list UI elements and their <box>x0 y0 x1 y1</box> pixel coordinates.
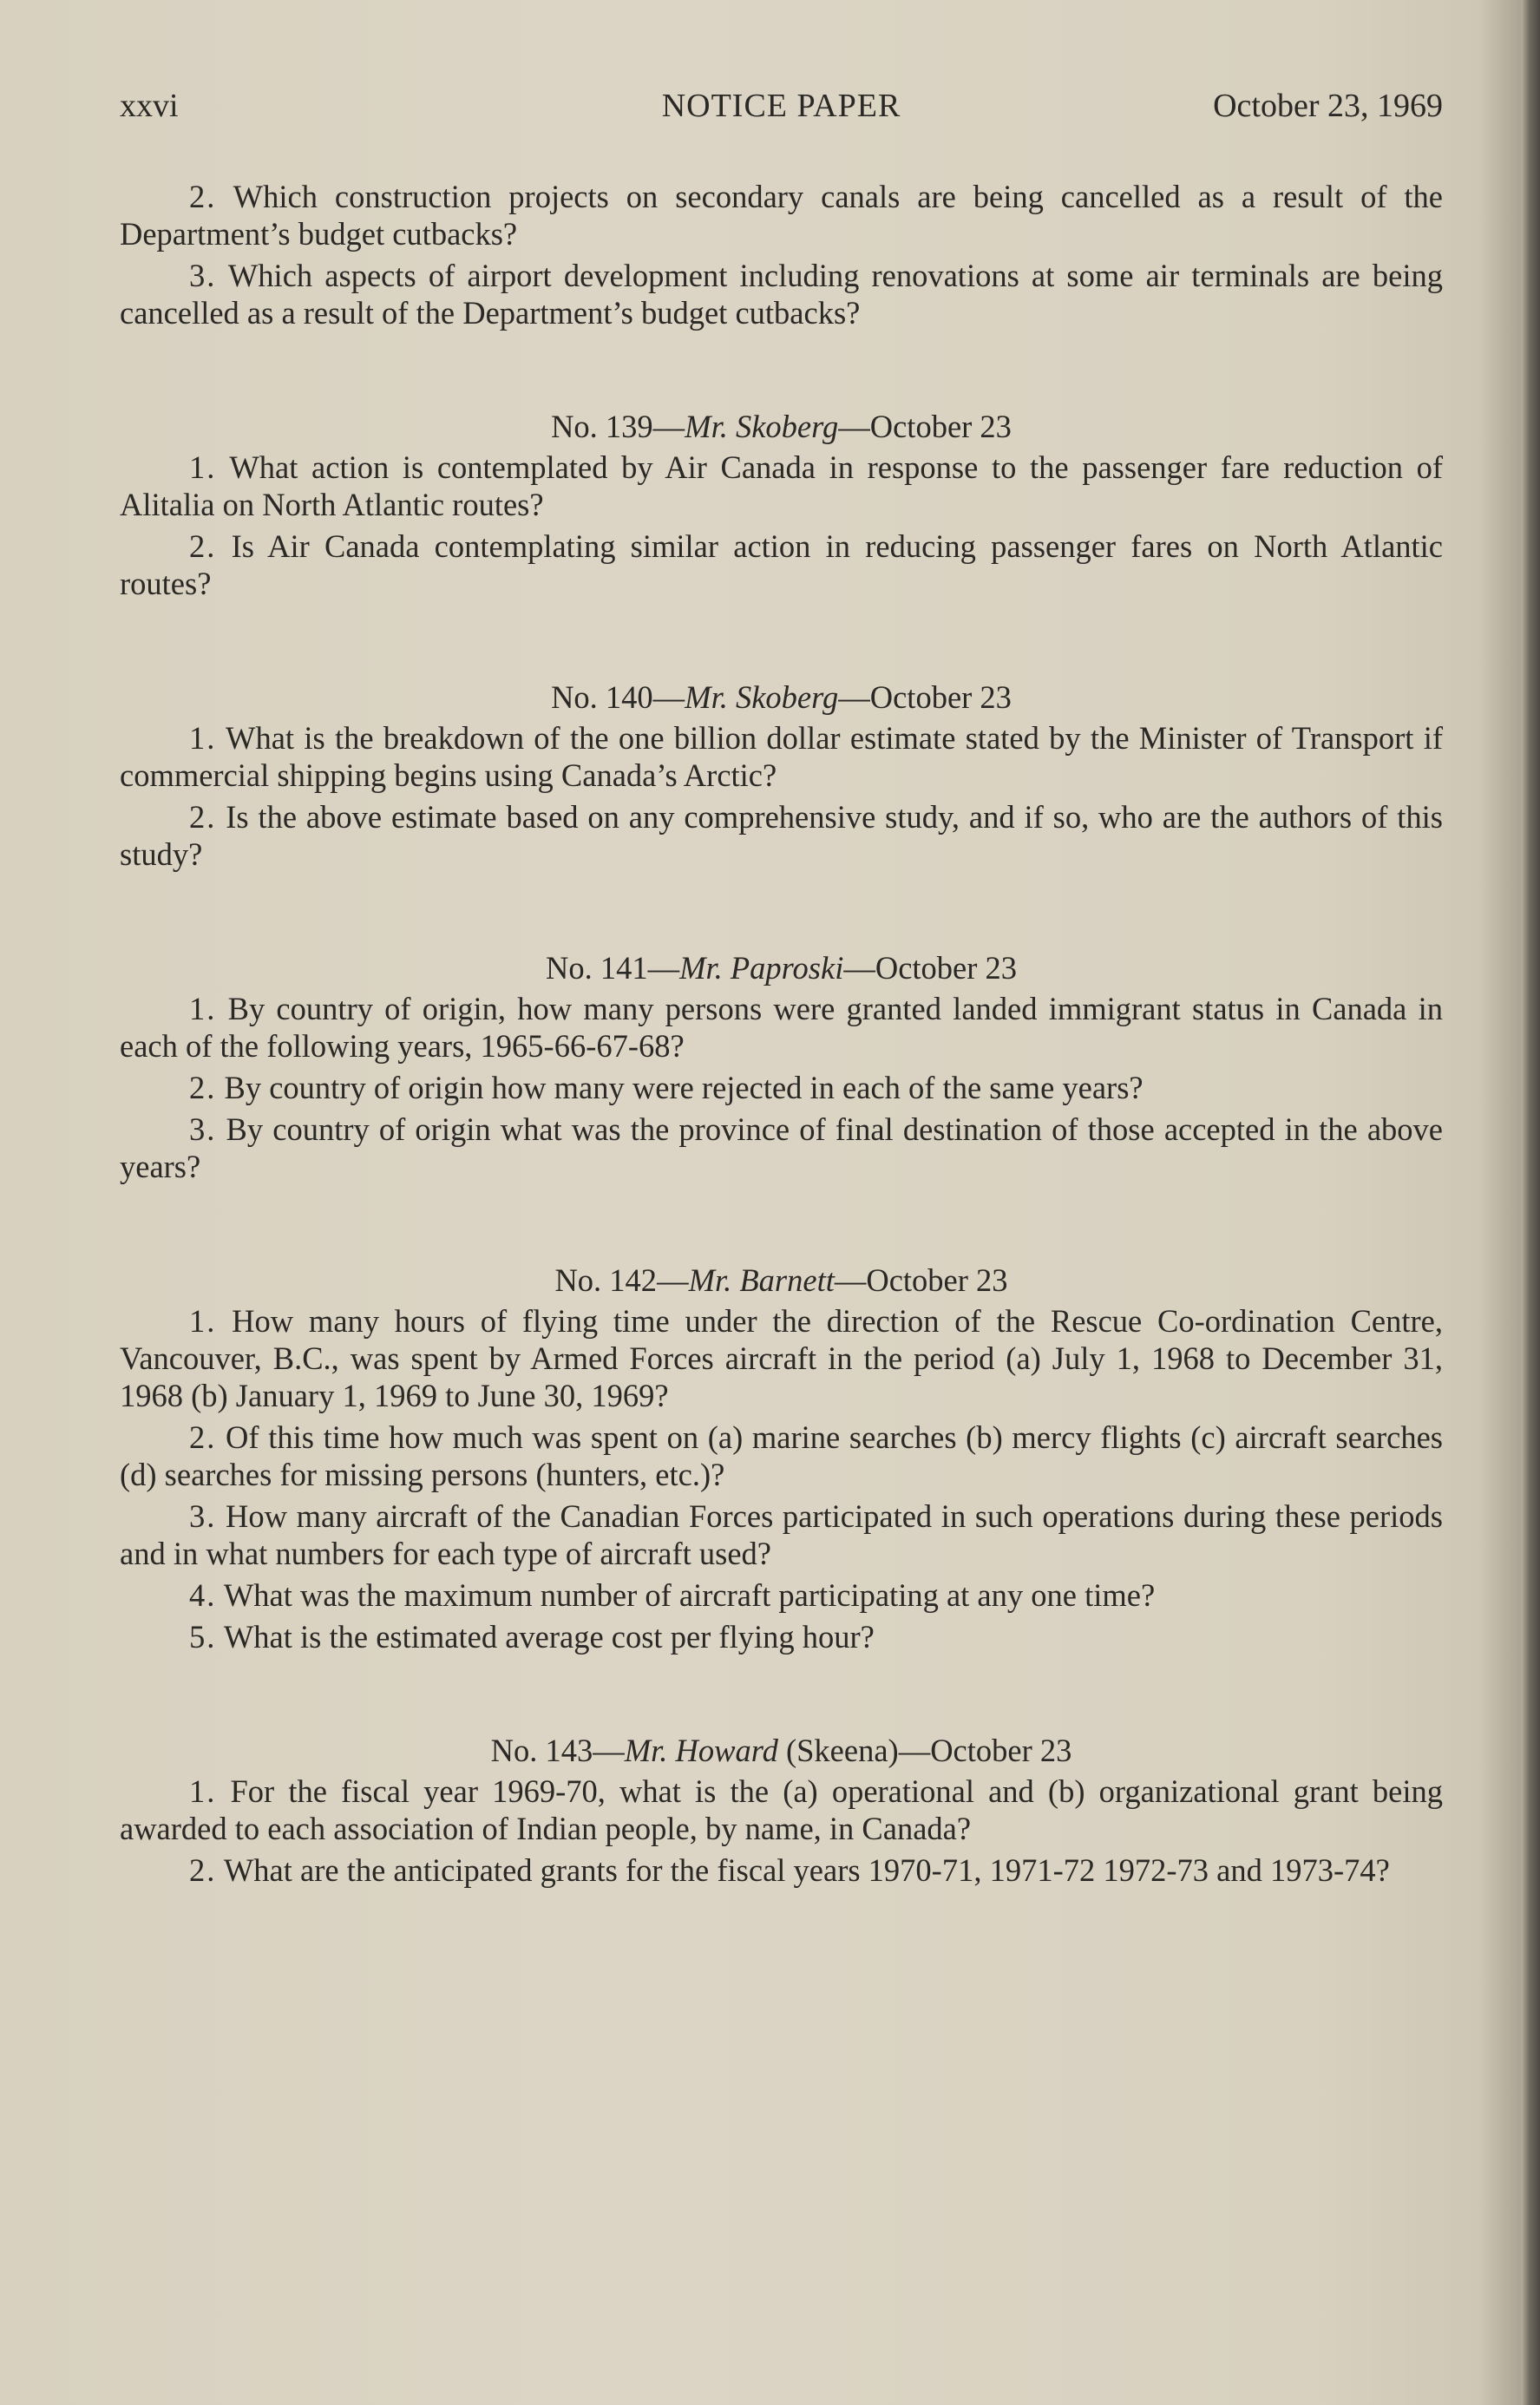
paragraph-text: What was the maximum number of aircraft participating at any one time? <box>223 1577 1156 1613</box>
paragraph-number: 1. <box>189 720 217 756</box>
running-header <box>120 87 1443 130</box>
paragraph-number: 3. <box>189 258 217 293</box>
question-number: No. 139 <box>551 409 653 444</box>
paragraph <box>120 798 1443 873</box>
question-heading: No. 143—Mr. Howard (Skeena)—October 23 <box>490 1733 1072 1768</box>
question-heading: No. 142—Mr. Barnett—October 23 <box>554 1262 1008 1298</box>
question-heading: No. 141—Mr. Paproski—October 23 <box>545 950 1018 986</box>
paragraph-number: 2. <box>189 179 217 214</box>
paragraph-text: How many aircraft of the Canadian Forces participated in such operations during these periods and in what numbers for each type of aircraft used? <box>120 1498 1443 1571</box>
paragraph-text: Is Air Canada contemplating similar action in reducing passenger fares on North Atlantic routes? <box>120 528 1443 601</box>
paragraph-number: 1. <box>189 1773 217 1809</box>
question-141 <box>120 949 1443 1185</box>
paragraph-number: 1. <box>189 1303 217 1339</box>
question-number: No. 140 <box>551 679 653 715</box>
question-number: No. 141 <box>545 950 648 986</box>
paragraph-text: By country of origin, how many persons were granted landed immigrant status in Canada in each of the following years, 1965-66-67-68? <box>120 991 1443 1064</box>
paragraph-number: 5. <box>189 1619 217 1655</box>
paragraph <box>120 1618 1443 1655</box>
question-date: October 23 <box>866 1262 1008 1298</box>
paragraph-text: Which aspects of airport development including renovations at some air terminals are being cancelled as a result of the Department’s budget cutbacks? <box>120 258 1443 331</box>
paragraph-number: 2. <box>189 1070 217 1105</box>
question-date: October 23 <box>875 950 1018 986</box>
paragraph <box>120 1069 1443 1106</box>
paragraph-text: By country of origin what was the province of final destination of those accepted in the above years? <box>120 1111 1444 1184</box>
paragraph <box>120 1773 1443 1847</box>
book-spine-shadow <box>1521 0 1540 2405</box>
paragraph <box>120 528 1443 602</box>
question-date: October 23 <box>930 1733 1072 1768</box>
continued-question <box>120 178 1443 331</box>
paragraph <box>120 1851 1443 1889</box>
question-heading: No. 139—Mr. Skoberg—October 23 <box>551 409 1012 444</box>
paragraph-number: 1. <box>189 991 217 1026</box>
question-number: No. 143 <box>490 1733 593 1768</box>
page-title: NOTICE PAPER <box>661 88 901 124</box>
question-heading: No. 140—Mr. Skoberg—October 23 <box>551 679 1012 715</box>
question-139 <box>120 408 1443 602</box>
member-name: Mr. Barnett <box>688 1262 835 1298</box>
paragraph-text: How many hours of flying time under the direction of the Rescue Co-ordination Centre, Vancouver, B.C., was spent by Armed Forces aircraft in the period (a) July 1, 1968 to December 31, 1968 (b) January 1, 1969 to June 30, 1969? <box>120 1303 1444 1413</box>
paragraph <box>120 719 1443 794</box>
paragraph-text: Of this time how much was spent on (a) marine searches (b) mercy flights (c) aircraft searches (d) searches for missing persons (hunters, etc.)? <box>120 1419 1444 1492</box>
question-date: October 23 <box>869 679 1012 715</box>
paragraph-number: 1. <box>189 449 217 485</box>
paragraph-text: What are the anticipated grants for the fiscal years 1970-71, 1971-72 1972-73 and 1973-74? <box>223 1852 1390 1888</box>
question-143 <box>120 1732 1443 1889</box>
paragraph-text: What is the breakdown of the one billion dollar estimate stated by the Minister of Transport if commercial shipping begins using Canada’s Arctic? <box>120 720 1443 793</box>
paragraph-number: 2. <box>189 528 217 564</box>
question-number: No. 142 <box>554 1262 658 1298</box>
paragraph-text: Which construction projects on secondary canals are being cancelled as a result of the Department’s budget cutbacks? <box>120 179 1444 252</box>
paragraph-number: 4. <box>189 1577 217 1613</box>
paragraph-text: What action is contemplated by Air Canada in response to the passenger fare reduction of Alitalia on North Atlantic routes? <box>120 449 1443 522</box>
member-name: Mr. Skoberg <box>685 679 839 715</box>
question-140 <box>120 678 1443 873</box>
paragraph <box>120 1111 1443 1185</box>
paragraph-text: For the fiscal year 1969-70, what is the (a) operational and (b) organizational grant being awarded to each association of Indian people, by name, in Canada? <box>120 1773 1444 1846</box>
paragraph <box>120 1497 1443 1572</box>
paragraph <box>120 449 1443 523</box>
paragraph <box>120 257 1443 331</box>
member-name: Mr. Howard <box>624 1733 778 1768</box>
paragraph-number: 3. <box>189 1111 217 1147</box>
paragraph <box>120 990 1443 1065</box>
member-riding: (Skeena) <box>785 1733 899 1768</box>
paragraph-text: Is the above estimate based on any comprehensive study, and if so, who are the authors of this study? <box>120 799 1443 872</box>
page-body <box>120 178 1443 1893</box>
paragraph <box>120 178 1443 252</box>
page-number: xxvi <box>120 88 179 124</box>
paragraph-number: 2. <box>189 1852 217 1888</box>
question-date: October 23 <box>869 409 1012 444</box>
header-date: October 23, 1969 <box>1213 88 1443 124</box>
paragraph-text: What is the estimated average cost per flying hour? <box>223 1619 875 1655</box>
paragraph <box>120 1576 1443 1614</box>
paragraph-number: 2. <box>189 799 217 835</box>
member-name: Mr. Skoberg <box>685 409 839 444</box>
question-142 <box>120 1261 1443 1655</box>
paragraph <box>120 1302 1443 1414</box>
paragraph-text: By country of origin how many were rejected in each of the same years? <box>224 1070 1144 1105</box>
paragraph <box>120 1419 1443 1493</box>
paragraph-number: 3. <box>189 1498 217 1534</box>
paragraph-number: 2. <box>189 1419 217 1455</box>
member-name: Mr. Paproski <box>679 950 844 986</box>
